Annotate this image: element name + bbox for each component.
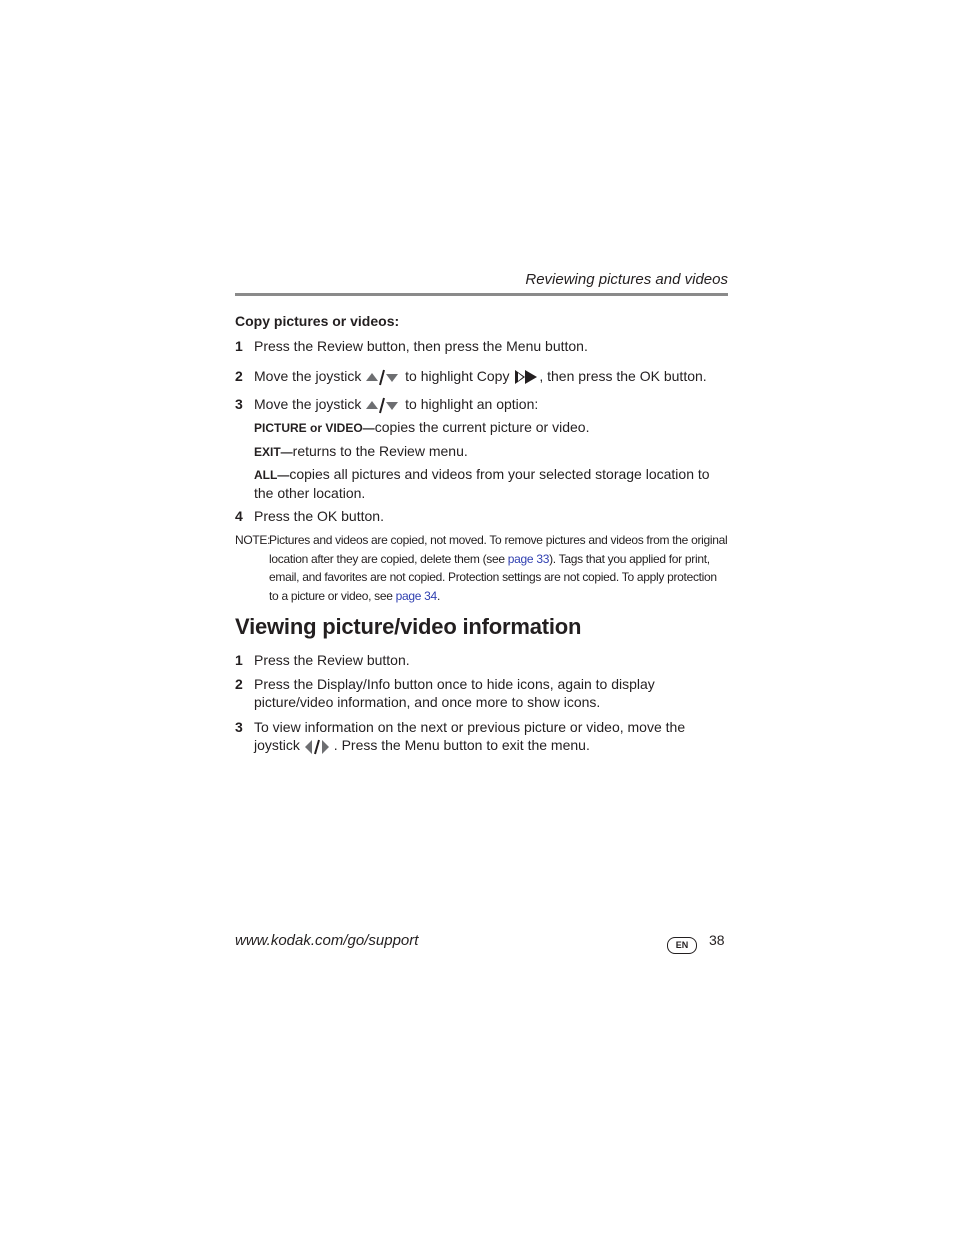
option-key: ALL— — [254, 468, 290, 482]
info-step-1 — [235, 651, 728, 669]
option-text: returns to the Review menu. — [292, 443, 468, 459]
step-text: Press the Review button, then press the Menu button. — [254, 338, 588, 354]
joystick-up-down-icon — [365, 368, 401, 386]
option-picture-or-video — [254, 418, 728, 437]
running-header: Reviewing pictures and videos — [525, 271, 728, 288]
info-step-2 — [235, 675, 728, 711]
copy-step-1 — [235, 337, 728, 355]
step-text: Move the joystick — [254, 368, 362, 384]
page-34-link[interactable]: page 34 — [395, 588, 437, 603]
support-url[interactable]: www.kodak.com/go/support — [235, 932, 419, 949]
joystick-up-down-icon — [365, 396, 401, 414]
step-text: to highlight an option: — [405, 396, 539, 412]
page-33-link[interactable]: page 33 — [507, 551, 550, 566]
step-number: 1 — [235, 652, 243, 668]
step-text: Press the OK button. — [254, 508, 384, 524]
step-number: 3 — [235, 719, 243, 735]
step-number: 4 — [235, 508, 243, 524]
step-number: 2 — [235, 368, 243, 384]
joystick-left-right-icon — [302, 737, 334, 755]
step-number: 3 — [235, 396, 243, 412]
step-number: 2 — [235, 676, 243, 692]
step-text: Move the joystick — [254, 396, 362, 412]
info-step-3 — [235, 718, 728, 755]
note — [235, 531, 728, 605]
page-number: 38 — [709, 932, 725, 948]
step-text: Press the Review button. — [254, 652, 410, 668]
note-text: Pictures and videos are copied, not moved. To remove pictures and videos from the original location after they are copied, delete them (see — [269, 533, 728, 566]
step-text: Press the Display/Info button once to hide icons, again to display picture/video information, and once more to show icons. — [254, 676, 655, 710]
copy-step-3 — [235, 395, 728, 414]
copy-section-title: Copy pictures or videos: — [235, 313, 400, 329]
copy-step-4 — [235, 507, 728, 525]
copy-icon — [513, 368, 539, 386]
option-text: copies the current picture or video. — [374, 419, 590, 435]
note-text: . — [436, 588, 440, 603]
option-all — [254, 465, 728, 502]
step-text: , then press the OK button. — [539, 368, 707, 384]
step-text: to highlight Copy — [405, 368, 510, 384]
language-badge: EN — [667, 937, 697, 954]
note-label: NOTE: — [235, 533, 271, 547]
option-key: PICTURE or VIDEO— — [254, 421, 375, 435]
note-text: ). Tags that you applied for print, email, and favorites are not copied. Protection settings are not copied. To apply protection to a picture or video, see — [269, 551, 717, 603]
option-exit — [254, 442, 728, 461]
copy-step-2 — [235, 367, 728, 386]
option-text: copies all pictures and videos from your selected storage location to the other location. — [254, 466, 710, 501]
option-key: EXIT— — [254, 445, 293, 459]
step-number: 1 — [235, 338, 243, 354]
header-rule — [235, 293, 728, 296]
step-text: . Press the Menu button to exit the menu. — [333, 737, 590, 753]
info-section-title: Viewing picture/video information — [235, 614, 582, 639]
step-text: To view information on the next or previous picture or video, move the joystick — [254, 719, 686, 753]
